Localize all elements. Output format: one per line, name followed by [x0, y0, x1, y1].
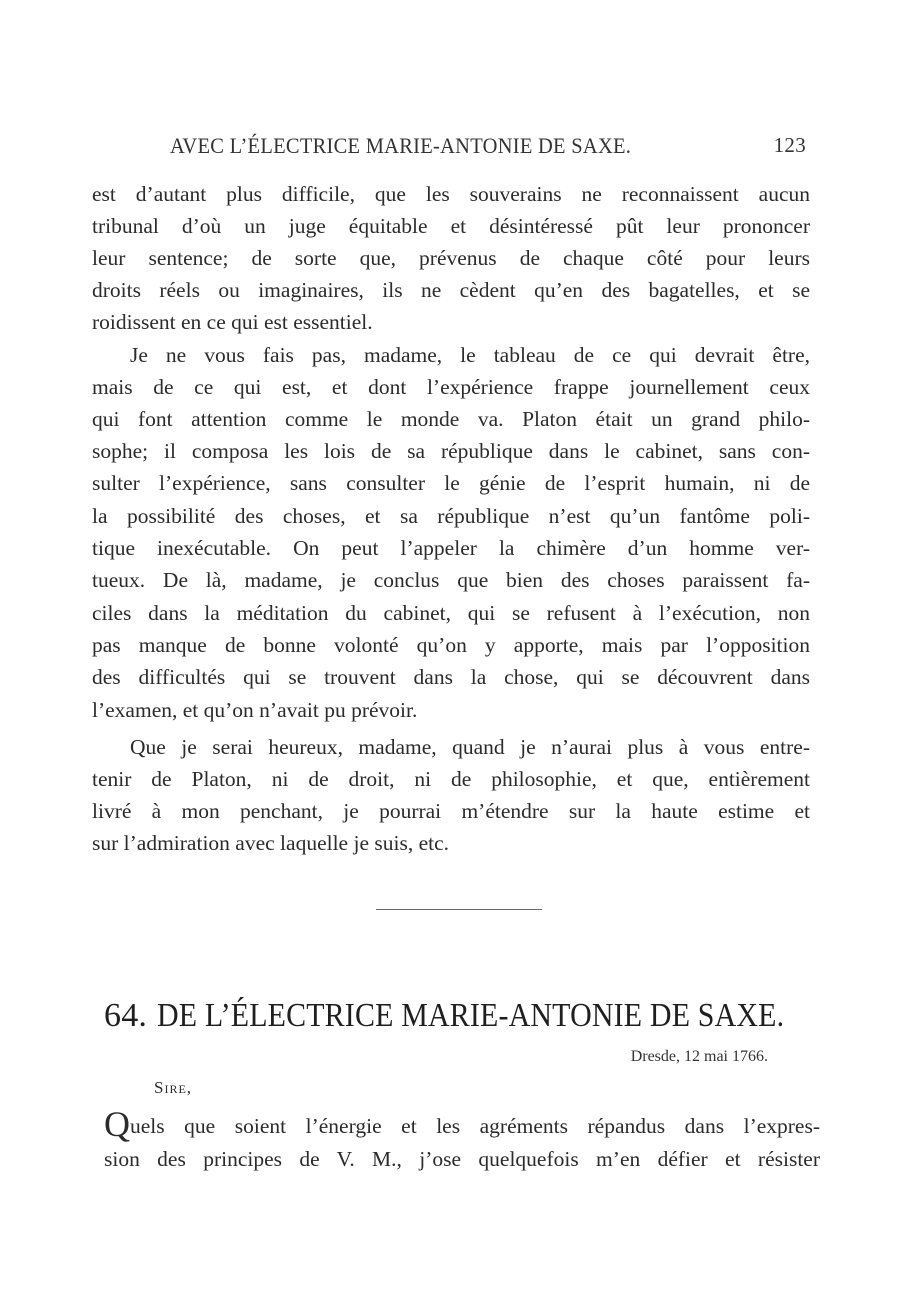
letter-heading — [104, 994, 816, 1038]
text-line: livré à mon penchant, je pourrai m’étendre sur la haute estime et — [92, 799, 810, 823]
drop-cap: Q — [104, 1104, 130, 1144]
text-line: des difficultés qui se trouvent dans la chose, qui se découvrent dans — [92, 665, 810, 689]
letter-number: 64. — [104, 997, 148, 1034]
running-head-title: AVEC L’ÉLECTRICE MARIE-ANTONIE DE SAXE. — [170, 133, 632, 158]
text-line: tueux. De là, madame, je conclus que bien des choses paraissent fa- — [92, 568, 810, 592]
section-divider — [376, 909, 542, 910]
text-line: sion des principes de V. M., j’ose quelquefois m’en défier et résister — [104, 1147, 820, 1171]
page-number: 123 — [773, 133, 806, 157]
text-line: roidissent en ce qui est essentiel. — [92, 310, 373, 334]
running-head — [170, 133, 810, 163]
text-line: sulter l’expérience, sans consulter le génie de l’esprit humain, ni de — [92, 471, 810, 495]
text-line: ciles dans la méditation du cabinet, qui se refusent à l’exécution, non — [92, 601, 810, 625]
text-line: mais de ce qui est, et dont l’expérience frappe journellement ceux — [92, 375, 810, 399]
text-line: qui font attention comme le monde va. Platon était un grand philo- — [92, 407, 810, 431]
salutation: Sire, — [154, 1078, 193, 1097]
first-line-text: uels que soient l’énergie et les agréments répandus dans l’expres- — [130, 1114, 820, 1138]
dateline: Dresde, 12 mai 1766. — [630, 1048, 768, 1065]
letter-heading-text: DE L’ÉLECTRICE MARIE-ANTONIE DE SAXE. — [157, 997, 785, 1034]
text-line: sophe; il composa les lois de sa république dans le cabinet, sans con- — [92, 439, 810, 463]
text-line: Que je serai heureux, madame, quand je n’aurai plus à vous entre- — [130, 735, 810, 759]
text-line: leur sentence; de sorte que, prévenus de chaque côté pour leurs — [92, 246, 810, 270]
text-line: tique inexécutable. On peut l’appeler la chimère d’un homme ver- — [92, 536, 810, 560]
text-line: la possibilité des choses, et sa république n’est qu’un fantôme poli- — [92, 504, 810, 528]
text-line — [104, 1104, 820, 1144]
text-line: pas manque de bonne volonté qu’on y apporte, mais par l’opposition — [92, 633, 810, 657]
text-line: sur l’admiration avec laquelle je suis, etc. — [92, 831, 450, 855]
text-line: tribunal d’où un juge équitable et désintéressé pût leur prononcer — [92, 214, 810, 238]
text-line: est d’autant plus difficile, que les souverains ne reconnaissent aucun — [92, 182, 810, 206]
text-line: l’examen, et qu’on n’avait pu prévoir. — [92, 698, 418, 722]
text-line: Je ne vous fais pas, madame, le tableau de ce qui devrait être, — [130, 343, 810, 367]
text-line: droits réels ou imaginaires, ils ne cèdent qu’en des bagatelles, et se — [92, 278, 810, 302]
text-line: tenir de Platon, ni de droit, ni de philosophie, et que, entièrement — [92, 767, 810, 791]
